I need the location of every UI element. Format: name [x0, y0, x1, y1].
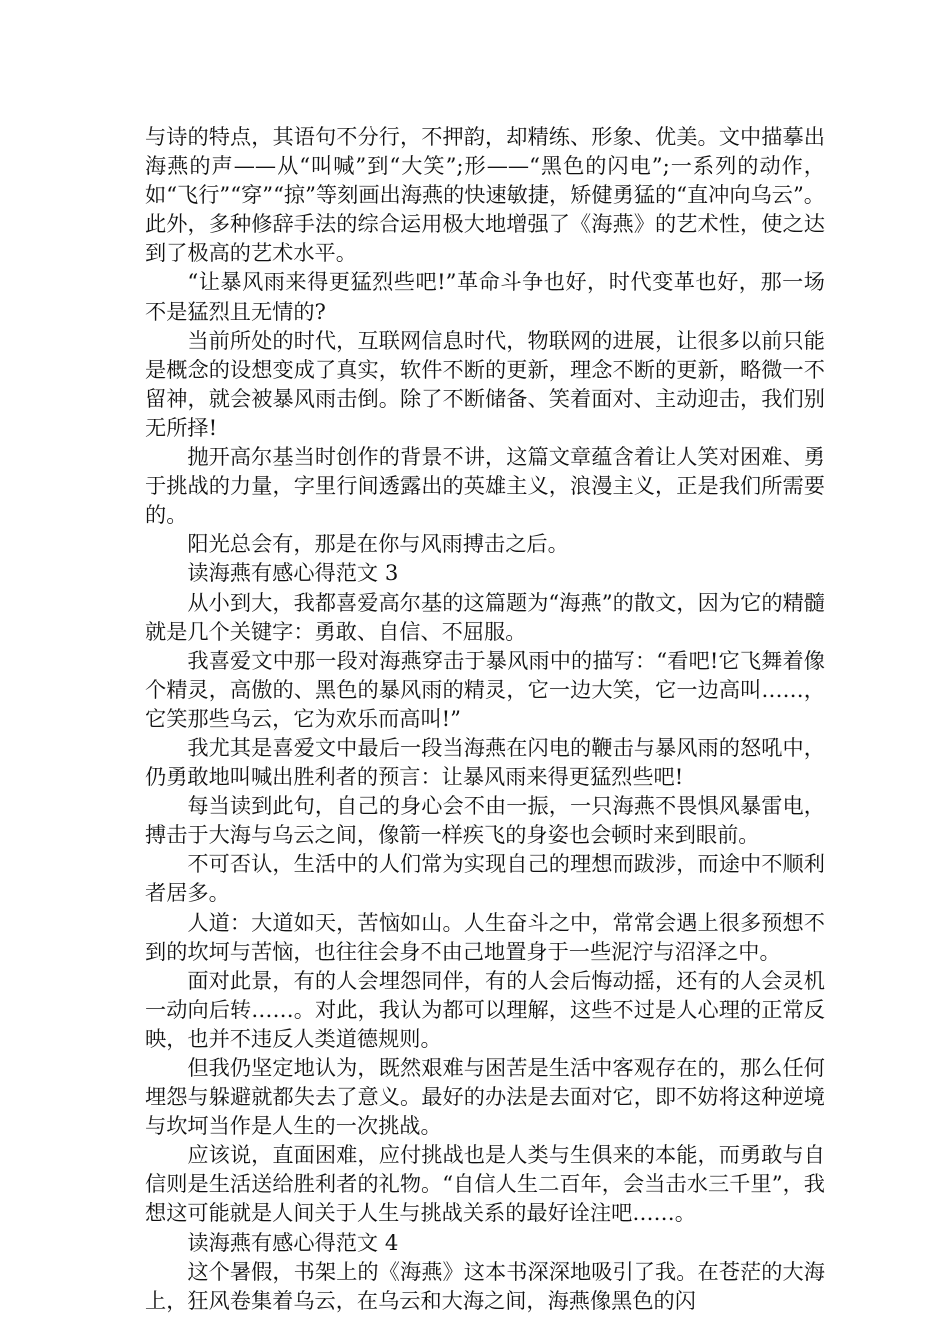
paragraph: 应该说，直面困难，应付挑战也是人类与生俱来的本能，而勇敢与自信则是生活送给胜利者的礼物。“自信人生二百年，会当击水三千里”，我想这可能就是人间关于人生与挑战关系的最好诠注吧……。: [145, 1142, 825, 1226]
paragraph: 不可否认，生活中的人们常为实现自己的理想而跋涉，而途中不顺利者居多。: [145, 851, 825, 906]
paragraph: 这个暑假，书架上的《海燕》这本书深深地吸引了我。在苍茫的大海上，狂风卷集着乌云，在乌云和大海之间，海燕像黑色的闪: [145, 1258, 825, 1313]
paragraph: 人道：大道如天，苦恼如山。人生奋斗之中，常常会遇上很多预想不到的坎坷与苦恼，也往往会身不由己地置身于一些泥泞与沼泽之中。: [145, 909, 825, 964]
paragraph: 我尤其是喜爱文中最后一段当海燕在闪电的鞭击与暴风雨的怒吼中，仍勇敢地叫喊出胜利者的预言：让暴风雨来得更猛烈些吧!: [145, 734, 825, 790]
section-heading: 读海燕有感心得范文 4: [187, 1229, 399, 1255]
paragraph: 从小到大，我都喜爱高尔基的这篇题为“海燕”的散文，因为它的精髓就是几个关键字：勇敢、自信、不屈服。: [145, 589, 825, 644]
paragraph: 每当读到此句，自己的身心会不由一振，一只海燕不畏惧风暴雷电，搏击于大海与乌云之间，像箭一样疾飞的身姿也会顿时来到眼前。: [145, 793, 825, 848]
paragraph: “让暴风雨来得更猛烈些吧!”革命斗争也好，时代变革也好，那一场不是猛烈且无情的?: [145, 269, 825, 324]
paragraph: 我喜爱文中那一段对海燕穿击于暴风雨中的描写：“看吧!它飞舞着像个精灵，高傲的、黑色的暴风雨的精灵，它一边大笑，它一边高叫……，它笑那些乌云，它为欢乐而高叫!”: [145, 647, 825, 731]
paragraph: 面对此景，有的人会埋怨同伴，有的人会后悔动摇，还有的人会灵机一动向后转……。对此，我认为都可以理解，这些不过是人心理的正常反映，也并不违反人类道德规则。: [145, 967, 825, 1051]
section-heading: 读海燕有感心得范文 3: [187, 560, 399, 586]
paragraph: 当前所处的时代，互联网信息时代，物联网的进展，让很多以前只能是概念的设想变成了真实，软件不断的更新，理念不断的更新，略微一不留神，就会被暴风雨击倒。除了不断储备、笑着面对、主动迎击，我们别无所择!: [145, 327, 825, 440]
paragraph: 与诗的特点，其语句不分行，不押韵，却精练、形象、优美。文中描摹出海燕的声——从“叫喊”到“大笑”;形——“黑色的闪电”;一系列的动作，如“飞行”“穿”“掠”等刻画出海燕的快速敏捷，矫健勇猛的“直冲向乌云”。此外，多种修辞手法的综合运用极大地增强了《海燕》的艺术性，使之达到了极高的艺术水平。: [145, 124, 825, 266]
document-page: [145, 122, 825, 1315]
paragraph: 阳光总会有，那是在你与风雨搏击之后。: [187, 531, 569, 557]
paragraph: 抛开高尔基当时创作的背景不讲，这篇文章蕴含着让人笑对困难、勇于挑战的力量，字里行间透露出的英雄主义，浪漫主义，正是我们所需要的。: [145, 444, 825, 528]
paragraph: 但我仍坚定地认为，既然艰难与困苦是生活中客观存在的，那么任何埋怨与躲避就都失去了意义。最好的办法是去面对它，即不妨将这种逆境与坎坷当作是人生的一次挑战。: [145, 1055, 825, 1139]
